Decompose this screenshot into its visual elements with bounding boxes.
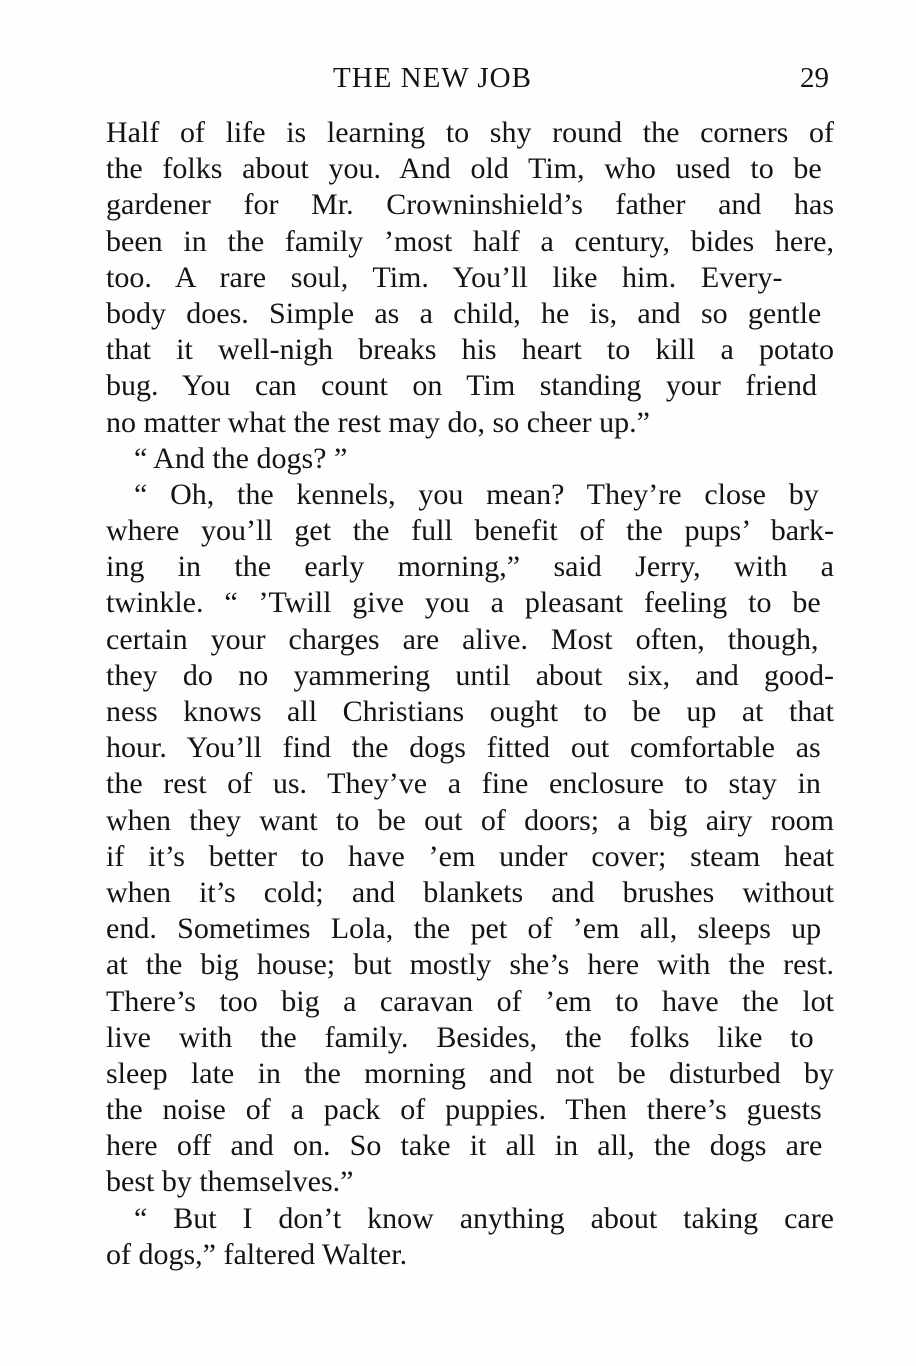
text-line: no matter what the rest may do, so cheer up.” — [106, 405, 650, 439]
text-line: bug. You can count on Tim standing your friend — [106, 369, 817, 403]
text-line: best by themselves.” — [106, 1165, 354, 1199]
text-line: been in the family ’most half a century, bides here, — [106, 224, 834, 258]
text-line: they do no yammering until about six, and good- — [106, 658, 834, 692]
text-line: ing in the early morning,” said Jerry, with a — [106, 550, 834, 584]
text-line: the folks about you. And old Tim, who used to be — [106, 152, 822, 186]
text-line: “ But I don’t know anything about taking care — [134, 1201, 834, 1235]
text-line: here off and on. So take it all in all, the dogs are — [106, 1129, 823, 1163]
text-line: Half of life is learning to shy round the corners of — [106, 116, 834, 149]
text-line: “ And the dogs? ” — [134, 441, 348, 475]
body-text — [106, 115, 834, 1273]
text-line: where you’ll get the full benefit of the pups’ bark- — [106, 514, 834, 548]
text-line: when it’s cold; and blankets and brushes without — [106, 875, 834, 909]
text-line: body does. Simple as a child, he is, and so gentle — [106, 296, 822, 330]
text-line: hour. You’ll find the dogs fitted out comfortable as — [106, 731, 821, 765]
text-line: gardener for Mr. Crowninshield’s father and has — [106, 188, 834, 222]
text-line: ness knows all Christians ought to be up at that — [106, 695, 834, 728]
chapter-title: THE NEW JOB — [333, 62, 532, 94]
text-line: of dogs,” faltered Walter. — [106, 1237, 408, 1271]
text-line: There’s too big a caravan of ’em to have the lot — [106, 984, 834, 1018]
text-line: when they want to be out of doors; a big airy room — [106, 803, 834, 837]
text-line: live with the family. Besides, the folks like to — [106, 1020, 814, 1054]
text-line: certain your charges are alive. Most often, though, — [106, 622, 819, 656]
text-line: sleep late in the morning and not be disturbed by — [106, 1056, 834, 1090]
text-line: at the big house; but mostly she’s here with the rest. — [106, 948, 834, 982]
text-line: that it well-nigh breaks his heart to kill a potato — [106, 333, 834, 367]
text-line: end. Sometimes Lola, the pet of ’em all, sleeps up — [106, 912, 822, 946]
text-line: the rest of us. They’ve a fine enclosure to stay in — [106, 767, 821, 801]
text-line: the noise of a pack of puppies. Then there’s guests — [106, 1093, 822, 1127]
page-number: 29 — [800, 62, 829, 94]
text-line: if it’s better to have ’em under cover; steam heat — [106, 839, 834, 873]
running-head — [0, 58, 916, 98]
text-line: “ Oh, the kennels, you mean? They’re close by — [134, 477, 819, 511]
text-line: twinkle. “ ’Twill give you a pleasant feeling to be — [106, 586, 821, 620]
text-line: too. A rare soul, Tim. You’ll like him. Every- — [106, 260, 783, 294]
